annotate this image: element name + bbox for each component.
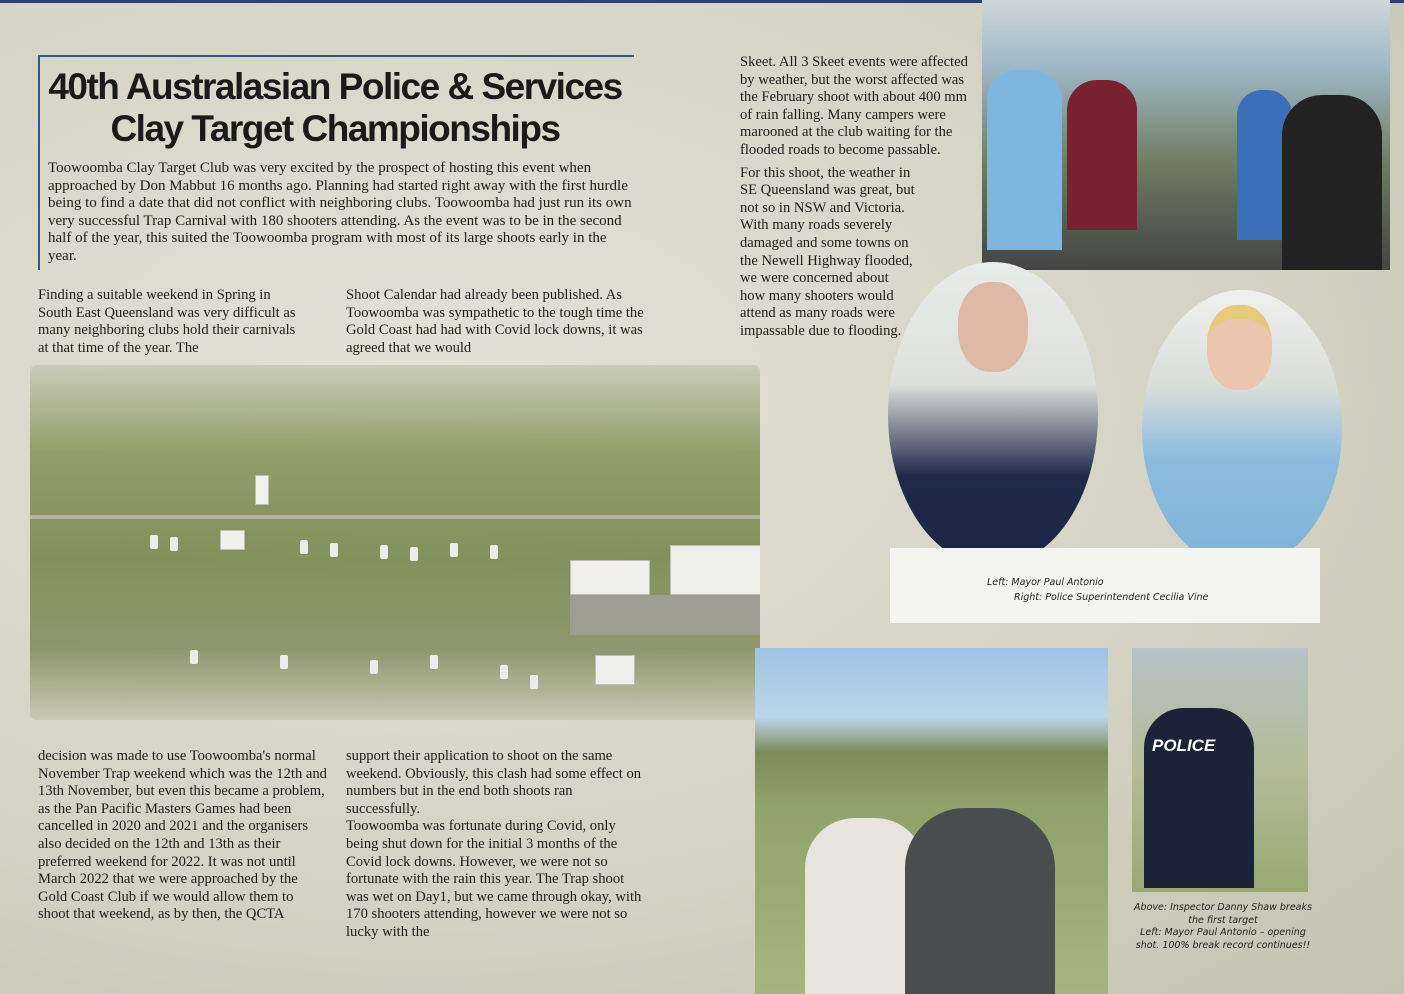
column-top-left: Finding a suitable weekend in Spring in South East Queensland was very difficult as many neighboring clubs hold their carnivals at that time of the year. The xyxy=(38,287,296,356)
paragraph: support their application to shoot on the same weekend. Obviously, this clash had some effect on numbers but in the end both shoots ran successfully. xyxy=(346,748,642,817)
photo-inspector-shooting xyxy=(1132,648,1308,892)
caption-left-bottom: Left: Mayor Paul Antonio – opening shot. 100% break record continues!! xyxy=(1135,927,1311,951)
title-line-1: 40th Australasian Police & Services xyxy=(48,66,622,107)
paragraph: Toowoomba was fortunate during Covid, only being shut down for the initial 3 months of the Covid lock downs. However, we were not so fortunate with the rain this year. The Trap shoot was wet on Day1, but we came through okay, with 170 shooters attending, however we were not so lucky with the xyxy=(346,818,642,940)
podium-banner xyxy=(890,548,1320,623)
caption-left: Left: Mayor Paul Antonio xyxy=(987,577,1104,588)
caption-above: Above: Inspector Danny Shaw breaks the first target xyxy=(1134,902,1312,926)
intro-paragraph: Toowoomba Clay Target Club was very excited by the prospect of hosting this event when approached by Don Mabbut 16 months ago. Planning had started right away with the first hurdle being to find a date that did not conflict with neighboring clubs. Toowoomba had just run its own very successful Trap Carnival with 180 shooters attending. As the event was to be in the second half of the year, this suited the Toowoomba program with most of its large shoots early in the year. xyxy=(48,160,632,264)
aerial-photo-range xyxy=(30,365,760,720)
paragraph: For this shoot, the weather in SE Queensland was great, but not so in NSW and Victoria. With many roads severely damaged and some towns on the Newell Highway flooded, we were concerned about how many shooters would attend as many roads were impassable due to flooding. xyxy=(740,164,915,339)
caption-right: Right: Police Superintendent Cecilia Vine xyxy=(1014,592,1209,603)
photo-mayor-opening-shot xyxy=(755,648,1108,994)
paragraph: Skeet. All 3 Skeet events were affected by weather, but the worst affected was the February shoot with about 400 mm of rain falling. Many campers were marooned at the club waiting for the flooded roads to become passable. xyxy=(740,54,968,158)
article-title xyxy=(40,66,630,150)
photo-mayor-speaking xyxy=(888,262,1098,567)
title-line-2: Clay Target Championships xyxy=(110,108,560,149)
police-vest-label: POLICE xyxy=(1152,736,1216,755)
column-top-mid: Shoot Calendar had already been published. As Toowoomba was sympathetic to the tough time the Gold Coast had had with Covid lock downs, it was agreed that we would xyxy=(346,287,644,356)
caption-bottom xyxy=(1128,902,1318,952)
column-bottom-mid xyxy=(346,748,646,942)
photo-superintendent-speaking xyxy=(1142,290,1342,568)
column-bottom-left: decision was made to use Toowoomba's normal November Trap weekend which was the 12th and 13th November, but even this became a problem, as the Pan Pacific Masters Games had been cancelled in 2020 and 2021 and the organisers also decided on the 12th and 13th as their preferred weekend for 2022. It was not until March 2022 that we were approached by the Gold Coast Club if we would allow them to shoot that weekend, as by then, the QCTA xyxy=(38,748,327,923)
photo-group-of-shooters xyxy=(982,0,1390,270)
